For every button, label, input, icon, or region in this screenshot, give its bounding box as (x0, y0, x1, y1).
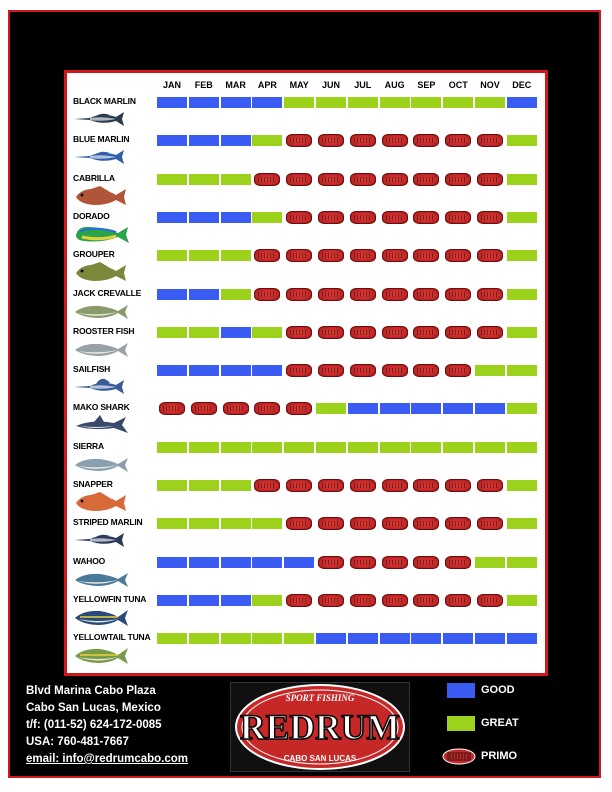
season-cell-great (507, 557, 537, 568)
season-cell-great (157, 442, 187, 453)
season-cell-great (507, 480, 537, 491)
season-cell-great (316, 442, 346, 453)
month-header-oct: OCT (448, 80, 468, 90)
season-cell-great (348, 442, 378, 453)
species-name: ROOSTER FISH (73, 325, 135, 336)
season-cell-great (252, 595, 282, 606)
season-cell-primo (382, 249, 408, 262)
rooster-icon (72, 338, 134, 365)
tuna-icon (72, 606, 134, 633)
season-cell-great (507, 289, 537, 300)
season-cell-good (189, 97, 219, 108)
logo-main-text: REDRUM (240, 707, 400, 747)
season-cell-good (157, 135, 187, 146)
season-cell-primo (382, 479, 408, 492)
season-cell-primo (286, 134, 312, 147)
season-cell-great (221, 289, 251, 300)
season-cell-good (189, 365, 219, 376)
season-cell-great (475, 442, 505, 453)
logo-bottom-text: CABO SAN LUCAS (283, 754, 357, 763)
season-cell-great (189, 518, 219, 529)
season-cell-great (252, 442, 282, 453)
address-line: Blvd Marina Cabo Plaza (26, 685, 156, 697)
season-cell-great (252, 212, 282, 223)
season-cell-great (221, 518, 251, 529)
season-cell-great (157, 480, 187, 491)
season-cell-great (284, 97, 314, 108)
season-cell-primo (477, 288, 503, 301)
season-cell-primo (413, 556, 439, 569)
season-cell-primo (413, 326, 439, 339)
season-cell-great (189, 480, 219, 491)
jack-icon (72, 300, 134, 327)
species-name: SIERRA (73, 440, 104, 451)
season-cell-good (157, 557, 187, 568)
season-cell-great (316, 403, 346, 414)
season-cell-primo (382, 288, 408, 301)
season-cell-good (189, 212, 219, 223)
season-cell-primo (413, 173, 439, 186)
season-cell-great (443, 442, 473, 453)
season-cell-primo (159, 402, 185, 415)
season-cell-primo (254, 249, 280, 262)
season-cell-primo (350, 211, 376, 224)
season-cell-great (157, 250, 187, 261)
season-cell-primo (445, 326, 471, 339)
season-cell-good (221, 327, 251, 338)
season-cell-great (221, 250, 251, 261)
legend-label-great: GREAT (481, 717, 519, 729)
season-cell-primo (318, 517, 344, 530)
season-cell-primo (445, 249, 471, 262)
season-cell-primo (382, 556, 408, 569)
season-cell-primo (318, 134, 344, 147)
species-name: WAHOO (73, 555, 106, 566)
season-cell-primo (318, 173, 344, 186)
season-cell-primo (350, 288, 376, 301)
season-cell-primo (477, 249, 503, 262)
season-cell-great (189, 174, 219, 185)
season-cell-primo (318, 594, 344, 607)
season-cell-great (189, 327, 219, 338)
season-cell-good (252, 557, 282, 568)
season-cell-primo (413, 479, 439, 492)
logo-top-text: SPORT FISHING (285, 693, 355, 703)
season-cell-great (252, 327, 282, 338)
season-cell-good (252, 97, 282, 108)
season-cell-primo (477, 517, 503, 530)
season-cell-good (411, 403, 441, 414)
season-cell-primo (286, 594, 312, 607)
marlin-icon (72, 529, 134, 556)
season-cell-great (507, 518, 537, 529)
snapper-icon (72, 491, 134, 518)
season-cell-primo (413, 517, 439, 530)
season-cell-primo (413, 594, 439, 607)
season-cell-good (316, 633, 346, 644)
season-cell-great (252, 518, 282, 529)
season-cell-primo (286, 211, 312, 224)
season-cell-great (507, 212, 537, 223)
season-cell-great (284, 442, 314, 453)
wahoo-icon (72, 568, 134, 595)
season-cell-primo (477, 173, 503, 186)
season-cell-great (189, 442, 219, 453)
season-cell-primo (350, 594, 376, 607)
season-cell-primo (477, 134, 503, 147)
season-cell-primo (286, 173, 312, 186)
season-cell-good (443, 403, 473, 414)
season-cell-primo (286, 288, 312, 301)
season-cell-great (157, 633, 187, 644)
season-cell-good (475, 403, 505, 414)
species-name: STRIPED MARLIN (73, 517, 143, 528)
season-cell-primo (382, 326, 408, 339)
season-cell-primo (191, 402, 217, 415)
season-cell-primo (477, 594, 503, 607)
season-cell-great (507, 174, 537, 185)
season-cell-great (507, 595, 537, 606)
season-cell-primo (318, 211, 344, 224)
month-header-aug: AUG (384, 80, 405, 90)
season-cell-great (252, 135, 282, 146)
redrum-logo-icon (231, 683, 409, 771)
season-cell-good (221, 97, 251, 108)
season-cell-primo (350, 556, 376, 569)
season-cell-great (507, 442, 537, 453)
season-cell-great (221, 480, 251, 491)
season-cell-good (221, 557, 251, 568)
season-cell-great (411, 442, 441, 453)
season-cell-great (348, 97, 378, 108)
season-cell-primo (318, 556, 344, 569)
season-cell-good (221, 365, 251, 376)
species-name: SAILFISH (73, 364, 111, 375)
season-cell-good (252, 365, 282, 376)
season-cell-primo (413, 288, 439, 301)
legend-label-primo: PRIMO (481, 750, 518, 762)
species-name: CABRILLA (73, 172, 115, 183)
legend-label-good: GOOD (481, 684, 515, 696)
season-cell-primo (286, 364, 312, 377)
season-cell-primo (445, 211, 471, 224)
season-cell-good (157, 289, 187, 300)
season-cell-good (507, 97, 537, 108)
season-cell-primo (382, 364, 408, 377)
season-cell-good (157, 97, 187, 108)
grouper-icon (72, 261, 134, 288)
month-header-jul: JUL (354, 80, 372, 90)
season-cell-great (189, 250, 219, 261)
season-cell-primo (382, 134, 408, 147)
legend-swatch-great (447, 716, 475, 731)
season-cell-good (284, 557, 314, 568)
season-cell-good (189, 557, 219, 568)
season-cell-primo (223, 402, 249, 415)
season-cell-good (157, 595, 187, 606)
season-cell-primo (350, 249, 376, 262)
species-name: GROUPER (73, 249, 115, 260)
season-cell-primo (413, 249, 439, 262)
season-cell-primo (350, 364, 376, 377)
season-cell-great (221, 174, 251, 185)
season-cell-primo (382, 517, 408, 530)
species-name: YELLOWTAIL TUNA (73, 632, 151, 643)
season-cell-primo (350, 326, 376, 339)
season-cell-primo (413, 364, 439, 377)
season-cell-great (475, 557, 505, 568)
season-cell-great (507, 135, 537, 146)
season-cell-good (380, 633, 410, 644)
season-cell-good (475, 633, 505, 644)
marlin-icon (72, 146, 134, 173)
species-name: DORADO (73, 210, 110, 221)
season-cell-primo (445, 288, 471, 301)
yellowtail-icon (72, 644, 134, 671)
sailfish-icon (72, 376, 134, 403)
season-cell-great (316, 97, 346, 108)
season-cell-good (221, 135, 251, 146)
season-cell-primo (477, 479, 503, 492)
species-name: JACK CREVALLE (73, 287, 142, 298)
month-header-jun: JUN (321, 80, 340, 90)
species-name: MAKO SHARK (73, 402, 130, 413)
sierra-icon (72, 453, 134, 480)
season-cell-primo (286, 249, 312, 262)
season-cell-primo (445, 517, 471, 530)
season-cell-primo (350, 479, 376, 492)
season-cell-primo (318, 364, 344, 377)
grouper-icon (72, 185, 134, 212)
season-cell-primo (350, 134, 376, 147)
season-cell-primo (286, 326, 312, 339)
species-name: YELLOWFIN TUNA (73, 593, 147, 604)
season-cell-primo (318, 479, 344, 492)
species-name: BLACK MARLIN (73, 96, 136, 106)
season-cell-great (157, 327, 187, 338)
month-header-jan: JAN (162, 80, 181, 90)
season-cell-good (348, 403, 378, 414)
season-cell-primo (254, 479, 280, 492)
season-cell-primo (382, 211, 408, 224)
season-cell-great (157, 518, 187, 529)
address-line: t/f: (011-52) 624-172-0085 (26, 719, 162, 731)
month-header-may: MAY (289, 80, 309, 90)
season-cell-primo (477, 211, 503, 224)
species-name: SNAPPER (73, 479, 113, 489)
month-header-dec: DEC (512, 80, 532, 90)
season-cell-primo (382, 594, 408, 607)
shark-icon (72, 414, 134, 441)
season-cell-good (157, 212, 187, 223)
season-cell-primo (254, 173, 280, 186)
season-cell-great (284, 633, 314, 644)
month-header-mar: MAR (225, 80, 246, 90)
season-cell-great (475, 97, 505, 108)
season-cell-primo (318, 249, 344, 262)
season-cell-great (507, 365, 537, 376)
season-cell-primo (254, 288, 280, 301)
season-cell-good (411, 633, 441, 644)
marlin-icon (72, 108, 134, 135)
season-cell-great (411, 97, 441, 108)
season-cell-great (380, 97, 410, 108)
season-cell-good (157, 365, 187, 376)
season-cell-primo (318, 326, 344, 339)
season-cell-great (507, 250, 537, 261)
month-header-sep: SEP (417, 80, 436, 90)
season-cell-primo (286, 479, 312, 492)
legend-swatch-good (447, 683, 475, 698)
season-cell-primo (445, 364, 471, 377)
season-cell-primo (445, 134, 471, 147)
month-header-feb: FEB (194, 80, 213, 90)
season-cell-good (221, 595, 251, 606)
season-cell-primo (413, 134, 439, 147)
season-cell-great (221, 442, 251, 453)
season-cell-good (380, 403, 410, 414)
season-cell-primo (445, 479, 471, 492)
season-cell-primo (350, 173, 376, 186)
season-cell-primo (350, 517, 376, 530)
season-cell-great (221, 633, 251, 644)
legend-swatch-primo (442, 748, 476, 765)
season-cell-primo (254, 402, 280, 415)
season-cell-primo (318, 288, 344, 301)
season-cell-primo (286, 517, 312, 530)
season-cell-primo (477, 326, 503, 339)
season-cell-primo (445, 173, 471, 186)
season-cell-good (189, 289, 219, 300)
season-cell-primo (286, 402, 312, 415)
season-cell-primo (413, 211, 439, 224)
season-cell-good (189, 135, 219, 146)
season-cell-good (348, 633, 378, 644)
season-cell-great (380, 442, 410, 453)
season-cell-good (189, 595, 219, 606)
species-name: BLUE MARLIN (73, 134, 130, 145)
season-cell-good (221, 212, 251, 223)
season-cell-good (443, 633, 473, 644)
primo-badge-icon (442, 748, 476, 765)
season-cell-primo (445, 594, 471, 607)
address-line: Cabo San Lucas, Mexico (26, 702, 161, 714)
month-header-apr: APR (257, 80, 277, 90)
address-line: USA: 760-481-7667 (26, 736, 129, 748)
month-header-nov: NOV (480, 80, 500, 90)
season-cell-good (507, 633, 537, 644)
redrum-logo (230, 682, 410, 772)
season-cell-great (443, 97, 473, 108)
season-cell-great (475, 365, 505, 376)
season-cell-great (507, 327, 537, 338)
season-cell-great (507, 403, 537, 414)
email-link[interactable]: email: info@redrumcabo.com (26, 753, 189, 765)
season-cell-great (189, 633, 219, 644)
season-cell-primo (382, 173, 408, 186)
season-cell-great (252, 633, 282, 644)
dorado-icon (72, 223, 134, 250)
season-cell-primo (445, 556, 471, 569)
season-cell-great (157, 174, 187, 185)
